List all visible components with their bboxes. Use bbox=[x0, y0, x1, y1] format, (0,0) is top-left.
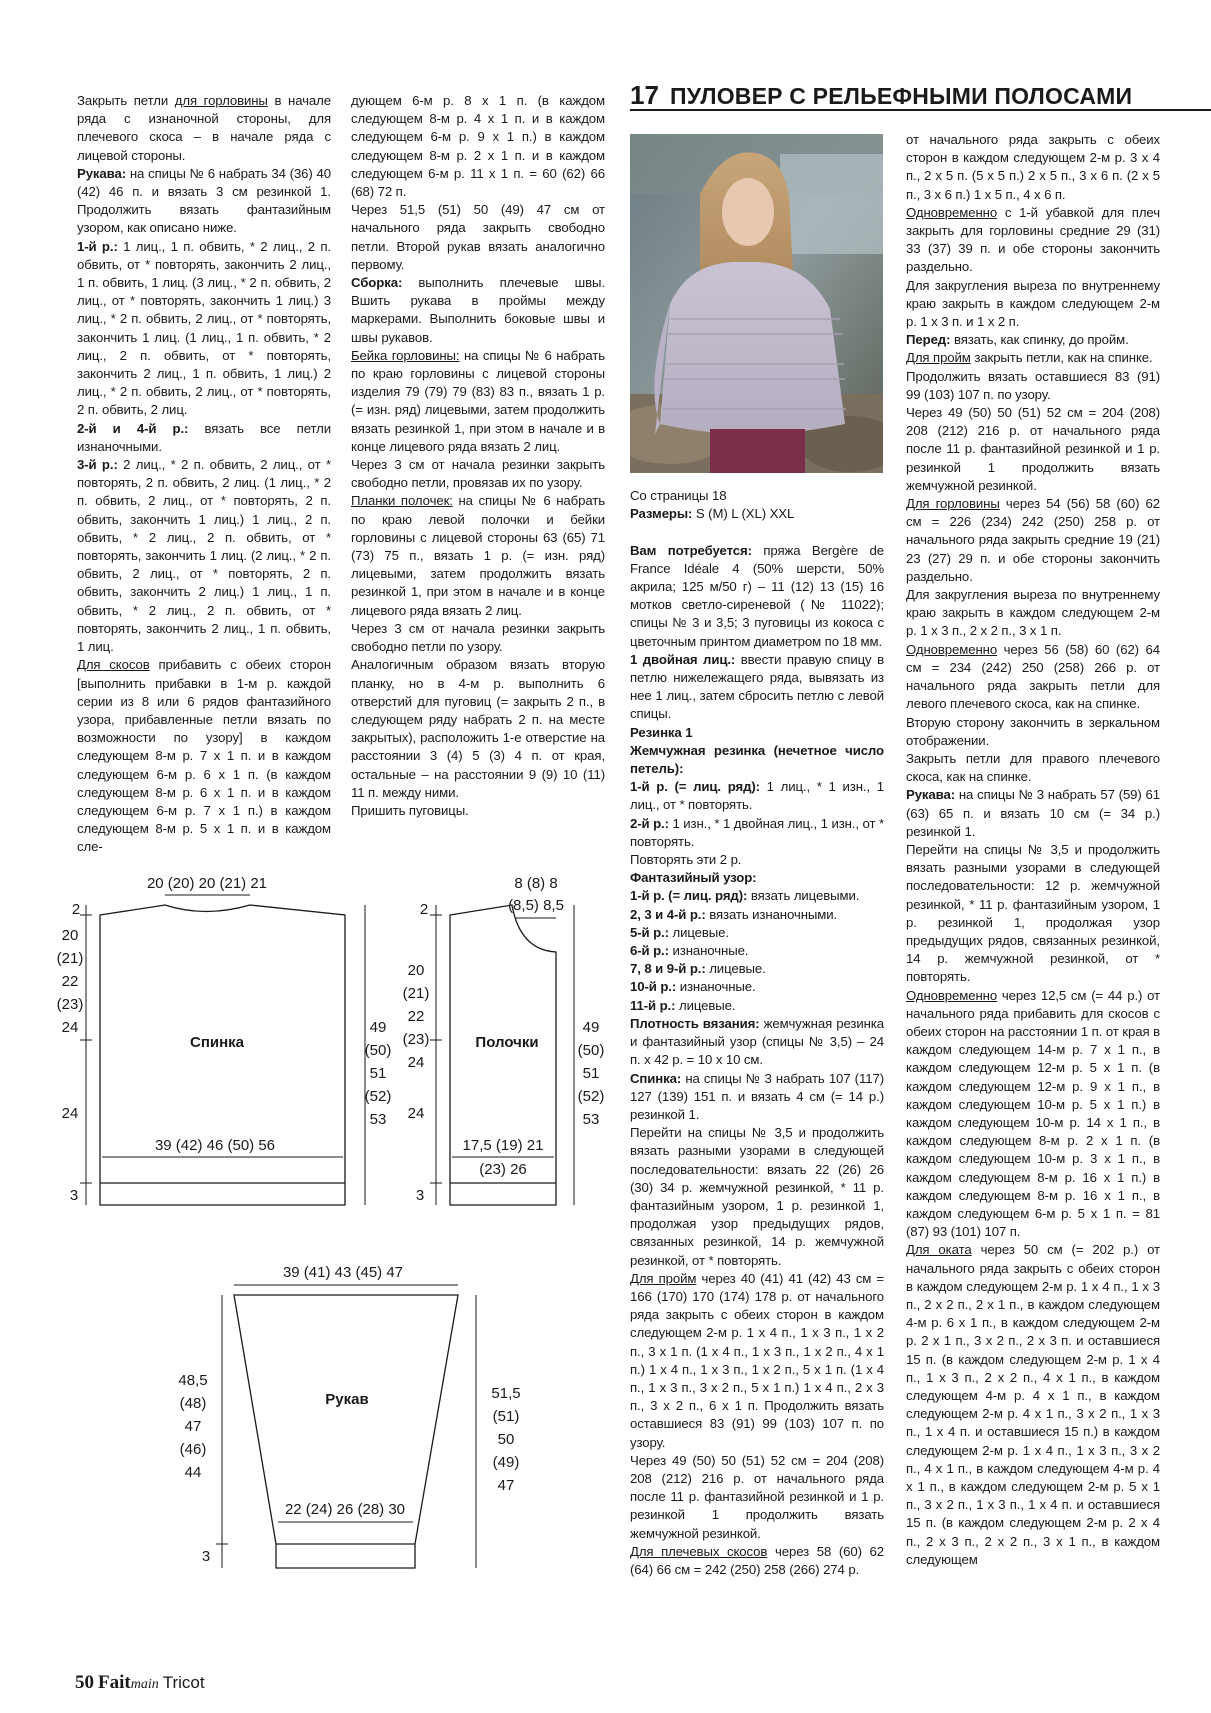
col4-paragraph: Одновременно с 1-й убавкой для плеч закрыть для горловины средние 29 (31) 33 (37) 39 п. и обе стороны закончить раздельно. bbox=[906, 204, 1160, 275]
sleeve-cap-1: (48) bbox=[179, 1395, 207, 1412]
col2-paragraph: Сборка: выполнить плечевые швы. Вшить рукава в проймы между маркерами. Выполнить боковые швы и швы рукавов. bbox=[351, 275, 605, 345]
sleeve-cap-4: 44 bbox=[184, 1464, 202, 1481]
front-armhole-1: (21) bbox=[402, 985, 430, 1002]
col3-paragraph: Вам потребуется: пряжа Bergère de France Idéale 4 (50% шерсти, 50% акрила; 125 м/50 г) – 11 (12) 13 (15) 16 мотков светло-сиреневой (№ 11022); спицы № 3 и 3,5; 3 пуговицы из кокоса с цветочным принтом диаметром по 18 мм. bbox=[630, 542, 884, 649]
col3-paragraph: 1-й р. (= лиц. ряд): вязать лицевыми. bbox=[630, 888, 860, 904]
col3-paragraph: Размеры: S (M) L (XL) XXL bbox=[630, 506, 795, 522]
sleeve-rib: 3 bbox=[201, 1548, 211, 1565]
article-title: ПУЛОВЕР С РЕЛЬЕФНЫМИ ПОЛОСАМИ bbox=[670, 83, 1133, 109]
col3-paragraph: Перейти на спицы № 3,5 и продолжить вязать разными узорами в следующей последовательности: вязать 22 (26) 26 (30) 34 р. жемчужной резинкой, * 11 р. фантазийным узором, 1 р. резинкой 1, продолжая узор предыдущих рядов, связанных резинкой, 14 р. жемчужной резинкой, от * повторять. bbox=[630, 1125, 884, 1268]
back-armhole-2: 22 bbox=[61, 973, 79, 990]
col3-paragraph: 5-й р.: лицевые. bbox=[630, 924, 729, 940]
article-number: 17 bbox=[630, 80, 659, 110]
col3-paragraph: Повторять эти 2 р. bbox=[630, 852, 742, 868]
front-bottom-width-0: 17,5 (19) 21 bbox=[462, 1137, 544, 1154]
sleeve-total-3: (49) bbox=[492, 1454, 520, 1471]
col2-paragraph: Через 51,5 (51) 50 (49) 47 см от начального ряда закрыть свободно петли. Второй рукав вязать аналогично первому. bbox=[351, 202, 605, 272]
col4-paragraph: Рукава: на спицы № 3 набрать 57 (59) 61 (63) 65 п. и вязать 10 см (= 34 р.) резинкой 1. bbox=[906, 787, 1160, 839]
col3-paragraph: Для пройм через 40 (41) 41 (42) 43 см = 166 (170) 170 (174) 178 р. от начального ряда закрыть с обеих сторон в каждом следующем 2-м р. 1 х 4 п., 1 х 3 п., 1 х 2 п., 3 х 1 п. (1 х 4 п., 1 х 3 п., 1 х 2 п., 4 х 1 п.) 1 х 4 п., 1 х 3 п., 1 х 2 п., 5 х 1 п. (1 х 4 п., 1 х 3 п., 3 х 2 п., 5 х 1 п.) 1 х 4 п., 2 х 3 п., 3 х 2 п., 6 х 1 п. Продолжить вязать оставшиеся 83 (91) 99 (103) 107 п. по узору. bbox=[630, 1270, 884, 1450]
front-total-4: 53 bbox=[582, 1111, 600, 1128]
back-armhole-3: (23) bbox=[56, 996, 84, 1013]
front-armhole-0: 20 bbox=[407, 962, 425, 979]
front-outline bbox=[450, 905, 556, 1205]
front-top-width-0: 8 (8) 8 bbox=[514, 875, 558, 892]
col3-paragraph: 7, 8 и 9-й р.: лицевые. bbox=[630, 961, 766, 977]
brand-tricot: Tricot bbox=[162, 1673, 205, 1692]
col3-paragraph: 1-й р. (= лиц. ряд): 1 лиц., * 1 изн., 1 лиц., от * повторять. bbox=[630, 779, 884, 813]
col2-paragraph: Через 3 см от начала резинки закрыть свободно петли, провязав их по узору. bbox=[351, 457, 605, 491]
col4-paragraph: Для горловины через 54 (56) 58 (60) 62 см = 226 (234) 242 (250) 258 р. от начального ряда закрыть средние 19 (21) 23 (27) 29 п. и обе стороны закончить раздельно. bbox=[906, 496, 1160, 584]
col1-paragraph: Закрыть петли для горловины в начале ряда с изнаночной стороны, для плечевого скоса – в начале ряда с лицевой стороны. bbox=[77, 93, 331, 163]
col4-paragraph: Перейти на спицы № 3,5 и продолжить вязать разными узорами в следующей последовательности: 12 р. жемчужной резинкой, * 11 р. фантазийным узором, 1 р. резинкой 1, продолжая узор предыдущих рядов, связанных резинкой, 14 р. жемчужной резинкой, от * повторять. bbox=[906, 841, 1160, 985]
col4-paragraph: Для оката через 50 см (= 202 р.) от начального ряда закрыть с обеих сторон в каждом следующем 2-м р. 1 х 4 п., 1 х 3 п., 2 х 2 п., 2 х 1 п., в каждом следующем 4-м р. 6 х 1 п., в каждом следующем 2-м р. 2 х 1 п., 3 х 2 п., 2 х 3 п. и оставшиеся 15 п. (в каждом следующем 2-м р. 1 х 4 п., 1 х 3 п., 2 х 2 п., 4 х 1 п., в каждом следующем 4-м р. 4 х 1 п., в каждом следующем 2-м р. 4 х 1 п., 3 х 2 п., 1 х 3 п., 1 х 4 п. и оставшиеся 15 п.) в каждом следующем 2-м р. 1 х 4 п., 1 х 3 п., 3 х 2 п., 4 х 1 п., в каждом следующем 4-м р. 4 х 1 п., в каждом следующем 2-м р. 5 х 1 п., 3 х 2 п., 1 х 3 п., 1 х 4 п. и оставшиеся 15 п. (в каждом следующем 2-м р. 2 х 4 п., 2 х 3 п., 2 х 2 п., 3 х 1 п., в каждом следующем bbox=[906, 1242, 1161, 1567]
col3-paragraph: 6-й р.: изнаночные. bbox=[630, 943, 749, 959]
back-armhole-4: 24 bbox=[61, 1019, 79, 1036]
back-armhole-0: 20 bbox=[61, 927, 79, 944]
col4-paragraph: Вторую сторону закончить в зеркальном отображении. bbox=[906, 714, 1160, 748]
brand-main: main bbox=[130, 1677, 159, 1692]
col3-paragraph: Через 49 (50) 50 (51) 52 см = 204 (208) 208 (212) 216 р. от начального ряда после 11 р. фантазийной резинкой и 1 р. резинкой 1 продолжить вязать жемчужной резинкой. bbox=[630, 1452, 884, 1541]
col4-paragraph: Одновременно через 56 (58) 60 (62) 64 см = 234 (242) 250 (258) 266 р. от начального ряда закрыть петли для левого плечевого скоса, как на спинке. bbox=[906, 641, 1160, 712]
page-number: 50 bbox=[75, 1672, 94, 1693]
sleeve-label: Рукав bbox=[325, 1391, 369, 1408]
back-total-0: 49 bbox=[369, 1019, 387, 1036]
col1-paragraph: 3-й р.: 2 лиц., * 2 п. обвить, 2 лиц., от * повторять, 2 п. обвить, 2 лиц. (1 лиц., * 2 п. обвить, 2 лиц., от * повторять, 2 п. обвить, закончить 1 лиц.) 1 лиц., 2 п. обвить, * 2 лиц., 2 п. обвить, от * повторять, закончить 1 лиц. (2 лиц., * 2 п. обвить, 2 лиц., от * повторять, 2 п. обвить, закончить 2 лиц.) 1 лиц., 1 п. обвить, * 2 лиц., 2 п. обвить, от * повторять, закончить 2 лиц., 1 п. обвить, 1 лиц. bbox=[77, 457, 331, 655]
col1-paragraph: 1-й р.: 1 лиц., 1 п. обвить, * 2 лиц., 2 п. обвить, от * повторять, закончить 2 лиц., 1 п. обвить, 1 лиц. (3 лиц., * 2 п. обвить, 2 лиц., от * повторять, закончить 1 лиц.) 3 лиц., * 2 п. обвить, 2 лиц., от * повторять, закончить 1 лиц. (1 лиц., 1 п. обвить, * 2 лиц., 2 п. обвить, от * повторять, закончить 2 лиц., 1 п. обвить, 1 лиц.) 2 лиц., * 2 п. обвить, 2 лиц., от * повторять, 2 п. обвить, 2 лиц. bbox=[77, 238, 331, 418]
back-outline bbox=[100, 905, 345, 1205]
col3-paragraph: Жемчужная резинка (нечетное число петель): bbox=[630, 742, 884, 777]
page-footer bbox=[75, 1672, 205, 1694]
front-diagram bbox=[430, 905, 574, 1205]
col3-paragraph: Со страницы 18 bbox=[630, 488, 727, 503]
col2-paragraph: Планки полочек: на спицы № 6 набрать по краю левой полочки и бейки горловины с лицевой стороны 63 (65) 71 (73) 75 п., вязать 1 р. (= изн. ряд) лицевыми, затем продолжить вязать резинкой 1, при этом в начале и в конце лицевого ряда вязать 2 лиц. bbox=[351, 493, 605, 618]
col3-paragraph: Плотность вязания: жемчужная резинка и фантазийный узор (спицы № 3,5) – 24 п. х 42 р. = 10 х 10 см. bbox=[630, 1015, 884, 1068]
text-column-2 bbox=[351, 92, 605, 820]
back-label: Спинка bbox=[189, 1034, 245, 1051]
front-total-3: (52) bbox=[577, 1088, 605, 1105]
front-armhole-4: 24 bbox=[407, 1054, 425, 1071]
sleeve-top-width: 39 (41) 43 (45) 47 bbox=[282, 1264, 404, 1281]
sleeve-cap-0: 48,5 bbox=[178, 1372, 208, 1389]
col3-paragraph: 2-й р.: 1 изн., * 1 двойная лиц., 1 изн., от * повторять. bbox=[630, 815, 885, 849]
front-top-width-1: (8,5) 8,5 bbox=[508, 897, 564, 914]
col3-paragraph: Для плечевых скосов через 58 (60) 62 (64) 66 см = 242 (250) 258 (266) 274 р. bbox=[630, 1543, 885, 1577]
front-total-1: (50) bbox=[577, 1042, 605, 1059]
col1-paragraph: Для скосов прибавить с обеих сторон [выполнить прибавки в 1-м р. каждой серии из 8 или 6 рядов фантазийного узора, прибавленные петли вязать по возможности по узору] в каждом следующем 8-м р. 7 х 1 п. и в каждом следующем 6-м р. 6 х 1 п. (в каждом следующем 8-м р. 6 х 1 п. и в каждом следующем 6-м р. 7 х 1 п.) в каждом следующем 8-м р. 5 х 1 п. и в каждом сле- bbox=[77, 657, 332, 855]
text-column-3 bbox=[630, 487, 884, 1579]
col4-paragraph: Продолжить вязать оставшиеся 83 (91) 99 (103) 107 п. по узору. bbox=[906, 368, 1160, 402]
col2-paragraph: Аналогичным образом вязать вторую планку, но в 4-м р. выполнить 6 отверстий для пуговиц (= закрыть 2 п., в следующем ряду набрать 2 п. на месте закрытых), расположить 1-е отверстие на расстоянии 3 (4) 5 (3) 4 п. от края, остальные – на расстоянии 9 (9) 10 (11) 11 п. между ними. bbox=[351, 657, 605, 800]
article-heading bbox=[630, 80, 1211, 110]
front-rib: 3 bbox=[415, 1187, 425, 1204]
model-photo-icon bbox=[630, 134, 883, 473]
text-column-1 bbox=[77, 92, 331, 857]
sleeve-bottom-width: 22 (24) 26 (28) 30 bbox=[284, 1501, 406, 1518]
front-bottom-width-1: (23) 26 bbox=[479, 1161, 527, 1178]
col4-paragraph: Для пройм закрыть петли, как на спинке. bbox=[906, 350, 1153, 366]
model-photo bbox=[630, 134, 883, 473]
col4-paragraph: Одновременно через 12,5 см (= 44 р.) от начального ряда прибавить для скосов с обеих сторон на расстоянии 1 п. от края в каждом следующем 14-м р. 7 х 1 п., в каждом следующем 12-м р. 5 х 1 п. (в каждом следующем 12-м р. 9 х 1 п., в каждом следующем 10-м р. 5 х 1 п.) в каждом следующем 10-м р. 14 х 1 п., в каждом следующем 8-м р. 2 х 1 п. (в каждом следующем 10-м р. 3 х 1 п., в каждом следующем 8-м р. 16 х 1 п.) в каждом следующем 8-м р. 16 х 1 п., в каждом следующем 6-м р. 5 х 1 п. = 81 (87) 93 (101) 107 п. bbox=[906, 987, 1160, 1240]
col2-paragraph: дующем 6-м р. 8 х 1 п. (в каждом следующем 8-м р. 4 х 1 п. и в каждом следующем 6-м р. 9 х 1 п.) в каждом следующем 8-м р. 2 х 1 п. и в каждом следующем 6-м р. 11 х 1 п. = 60 (62) 66 (68) 72 п. bbox=[351, 93, 605, 200]
col3-paragraph: Спинка: на спицы № 3 набрать 107 (117) 127 (139) 151 п. и вязать 4 см (= 14 р.) резинкой 1. bbox=[630, 1070, 884, 1122]
front-label: Полочки bbox=[475, 1034, 539, 1051]
col1-paragraph: Рукава: на спицы № 6 набрать 34 (36) 40 (42) 46 п. и вязать 3 см резинкой 1. Продолжить вязать фантазийным узором, как описано ниже. bbox=[77, 165, 331, 236]
back-total-3: (52) bbox=[364, 1088, 392, 1105]
front-lower: 24 bbox=[407, 1105, 425, 1122]
back-lower: 24 bbox=[61, 1105, 79, 1122]
back-rib: 3 bbox=[69, 1187, 79, 1204]
col2-paragraph: Через 3 см от начала резинки закрыть свободно петли по узору. bbox=[351, 620, 605, 655]
col2-paragraph: Пришить пуговицы. bbox=[351, 802, 469, 818]
front-total-0: 49 bbox=[582, 1019, 600, 1036]
front-armhole-3: (23) bbox=[402, 1031, 430, 1048]
brand-fait: Fait bbox=[98, 1672, 131, 1693]
col4-paragraph: Через 49 (50) 50 (51) 52 см = 204 (208) 208 (212) 216 р. от начального ряда после 11 р. фантазийной резинкой и 1 р. резинкой 1 продолжить вязать жемчужной резинкой. bbox=[906, 405, 1160, 493]
sleeve-total-4: 47 bbox=[497, 1477, 515, 1494]
sleeve-total-2: 50 bbox=[497, 1431, 515, 1448]
col3-paragraph: Резинка 1 bbox=[630, 724, 693, 740]
col4-paragraph: от начального ряда закрыть с обеих сторон в каждом следующем 2-м р. 3 х 4 п., 2 х 5 п. (5 х 5 п.) 2 х 5 п., 3 х 6 п. (2 х 5 п., 3 х 6 п.) 1 х 5 п., 4 х 6 п. bbox=[906, 132, 1160, 202]
col3-paragraph bbox=[630, 523, 884, 541]
front-total-2: 51 bbox=[582, 1065, 600, 1082]
col3-paragraph: 2, 3 и 4-й р.: вязать изнаночными. bbox=[630, 906, 838, 922]
back-total-2: 51 bbox=[369, 1065, 387, 1082]
back-left-top: 2 bbox=[71, 901, 81, 918]
col4-paragraph: Закрыть петли для правого плечевого скоса, как на спинке. bbox=[906, 750, 1160, 785]
col4-paragraph: Для закругления выреза по внутреннему краю закрыть в каждом следующем 2-м р. 1 х 3 п., 2 х 2 п., 3 х 1 п. bbox=[906, 587, 1160, 639]
pattern-diagrams bbox=[0, 870, 640, 1590]
heading-rule bbox=[630, 109, 1211, 111]
sleeve-outline bbox=[234, 1295, 458, 1568]
back-total-4: 53 bbox=[369, 1111, 387, 1128]
front-left-top: 2 bbox=[419, 901, 429, 918]
col3-paragraph: 11-й р.: лицевые. bbox=[630, 997, 736, 1013]
col3-paragraph: 10-й р.: изнаночные. bbox=[630, 979, 756, 995]
col3-paragraph: 1 двойная лиц.: ввести правую спицу в петлю нижележащего ряда, вывязать из нее 1 лиц., затем сбросить петлю с левой спицы. bbox=[630, 651, 884, 722]
front-armhole-2: 22 bbox=[407, 1008, 425, 1025]
sleeve-total-0: 51,5 bbox=[491, 1385, 521, 1402]
col4-paragraph: Для закругления выреза по внутреннему краю закрыть в каждом следующем 2-м р. 1 х 3 п. и 1 х 2 п. bbox=[906, 277, 1160, 330]
col2-paragraph: Бейка горловины: на спицы № 6 набрать по краю горловины с лицевой стороны изделия 79 (79) 79 (83) 83 п., вязать 1 р. (= изн. ряд) лицевыми, затем продолжить вязать резинкой 1, при этом в начале и в конце лицевого ряда вязать 2 лиц. bbox=[351, 347, 605, 454]
back-total-1: (50) bbox=[364, 1042, 392, 1059]
sleeve-diagram bbox=[216, 1285, 476, 1568]
back-bottom-width: 39 (42) 46 (50) 56 bbox=[154, 1137, 276, 1154]
sleeve-cap-3: (46) bbox=[179, 1441, 207, 1458]
text-column-4 bbox=[906, 131, 1160, 1569]
back-top-width: 20 (20) 20 (21) 21 bbox=[146, 875, 268, 892]
sleeve-cap-2: 47 bbox=[184, 1418, 202, 1435]
sleeve-total-1: (51) bbox=[492, 1408, 520, 1425]
col1-paragraph: 2-й и 4-й р.: вязать все петли изнаночными. bbox=[77, 420, 331, 454]
back-armhole-1: (21) bbox=[56, 950, 84, 967]
col3-paragraph: Фантазийный узор: bbox=[630, 870, 757, 886]
col4-paragraph: Перед: вязать, как спинку, до пройм. bbox=[906, 332, 1129, 348]
